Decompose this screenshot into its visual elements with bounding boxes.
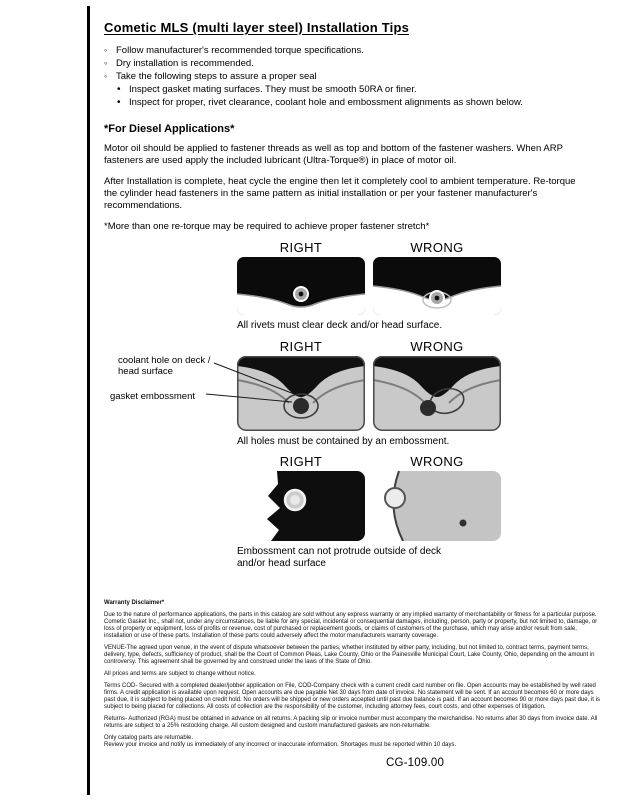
list-item xyxy=(104,70,604,83)
right-label: RIGHT xyxy=(279,454,323,469)
coolant-hole-label: coolant hole on deck / head surface xyxy=(118,355,211,377)
tip-text: Inspect gasket mating surfaces. They must be smooth 50RA or finer. xyxy=(129,84,417,95)
diagram-caption: All rivets must clear deck and/or head surface. xyxy=(237,320,443,331)
diesel-applications-heading: *For Diesel Applications* xyxy=(104,123,235,135)
legal-paragraph: Terms COD- Secured with a completed dealer/jobber application on File, COD-Company check with a current credit card number on file. Open accounts may be established by well rated firms. A credit application is available upon request. Open accounts are due payable Net 30 days from date of invoice. No statement will be sent. If an account becomes 60 or more days past due, it is subject to being placed on credit hold. No orders will be shipped or new orders accepted until past due balance is paid. If an account becomes 90 or more days past due, it is subject to being placed for collections. All costs of collection are the responsibility of the customer, including attorney fees, court costs, and other expenses of litigation. xyxy=(104,683,600,710)
diagram-panels xyxy=(237,471,604,541)
diagram-row-coolant xyxy=(104,339,604,447)
installation-tips-list xyxy=(104,44,604,109)
hollow-bullet-icon: ◦ xyxy=(104,45,108,55)
diagram-headers xyxy=(237,454,604,469)
content-area xyxy=(104,20,604,754)
right-label: RIGHT xyxy=(279,339,323,354)
rivet-right-diagram xyxy=(237,257,365,315)
right-label: RIGHT xyxy=(279,240,323,255)
hollow-bullet-icon: ◦ xyxy=(104,71,108,81)
legal-paragraph: All prices and terms are subject to change without notice. xyxy=(104,671,256,677)
left-border-line xyxy=(87,6,90,795)
warranty-disclaimer-heading: Warranty Disclaimer* xyxy=(104,600,165,606)
retorque-note: *More than one re-torque may be required to achieve proper fastener stretch* xyxy=(104,221,430,232)
list-item xyxy=(104,57,604,70)
tip-text: Take the following steps to assure a proper seal xyxy=(116,71,317,82)
diagram-caption: Embossment can not protrude outside of deck and/or head surface xyxy=(237,546,442,569)
diagram-panels xyxy=(237,257,604,315)
diesel-paragraph-2: After Installation is complete, heat cycle the engine then let it completely cool to ambient temperature. Re-torque the cylinder head fasteners in the same pattern as initial installation or per your fastener manufacturer's recommendations. xyxy=(104,176,576,211)
list-sub-item xyxy=(104,96,604,109)
legal-paragraph: VENUE-The agreed upon venue, in the event of dispute whatsoever between the parties, whether instituted by either party, including, but not limited to, contract terms, payment terms, delivery, type, defects, sufficiency of product, shall be the Court of Common Pleas, Lake County, Ohio or the Painesville Municipal Court, Lake County, Ohio, depending on the amount in controversy. This agreement shall be governed by and construed under the laws of the State of Ohio. xyxy=(104,645,595,665)
diagram-caption: All holes must be contained by an embossment. xyxy=(237,436,450,447)
gasket-embossment-label: gasket embossment xyxy=(110,391,196,402)
pointer-lines xyxy=(204,339,314,424)
list-sub-item xyxy=(104,83,604,96)
legal-paragraph: Review your invoice and notify us immediately of any incorrect or inaccurate information. Shortages must be reported within 10 days. xyxy=(104,742,457,748)
wrong-label: WRONG xyxy=(410,339,464,354)
legal-paragraph: Returns- Authorized (RGA) must be obtained in advance on all returns. A packing slip or invoice number must accompany the merchandise. No returns after 30 days from invoice date. All returns are subject to a 25% restocking charge. All custom designed and custom manufactured gaskets are non-returnable. xyxy=(104,716,598,729)
solid-bullet-icon: • xyxy=(117,97,121,108)
wrong-label: WRONG xyxy=(410,240,464,255)
catalog-page-code: CG-109.00 xyxy=(386,757,445,769)
tip-text: Dry installation is recommended. xyxy=(116,58,254,69)
diagram-row-rivets xyxy=(237,240,604,331)
list-item xyxy=(104,44,604,57)
legal-paragraph: Only catalog parts are returnable. xyxy=(104,735,194,741)
rivet-wrong-diagram xyxy=(373,257,501,315)
solid-bullet-icon: • xyxy=(117,84,121,95)
diesel-paragraph-1: Motor oil should be applied to fastener threads as well as top and bottom of the fastener washers. When ARP fasteners are used apply the included lubricant (Ultra-Torque®) in place of motor oil. xyxy=(104,143,563,166)
legal-paragraph: Due to the nature of performance applications, the parts in this catalog are sold without any express warranty or any implied warranty of merchantability or fitness for a particular purpose. Cometic Gasket Inc., shall not, under any circumstances, be liable for any special, incidental or consequential damages, including, person, party or property, but not limited to, damage, or loss of property or equipment, loss of profits or revenue, cost of purchased or replacement goods, or claims of customers of the purchase, which may arise and/or result from sale, installation or use of these parts. Installation of these parts could adversely affect the motor manufacturers warranty coverage. xyxy=(104,612,598,639)
tip-text: Follow manufacturer's recommended torque specifications. xyxy=(116,45,364,56)
hollow-bullet-icon: ◦ xyxy=(104,58,108,68)
embossment-wrong-diagram xyxy=(373,471,501,541)
embossment-right-diagram xyxy=(237,471,365,541)
tip-text: Inspect for proper, rivet clearance, coolant hole and embossment alignments as shown below. xyxy=(129,97,523,108)
page-title: Cometic MLS (multi layer steel) Installation Tips xyxy=(104,20,410,35)
legal-text-block xyxy=(104,600,602,749)
wrong-label: WRONG xyxy=(410,454,464,469)
diagram-headers xyxy=(237,240,604,255)
coolant-wrong-diagram xyxy=(373,356,501,431)
diagram-row-embossment xyxy=(237,454,604,570)
